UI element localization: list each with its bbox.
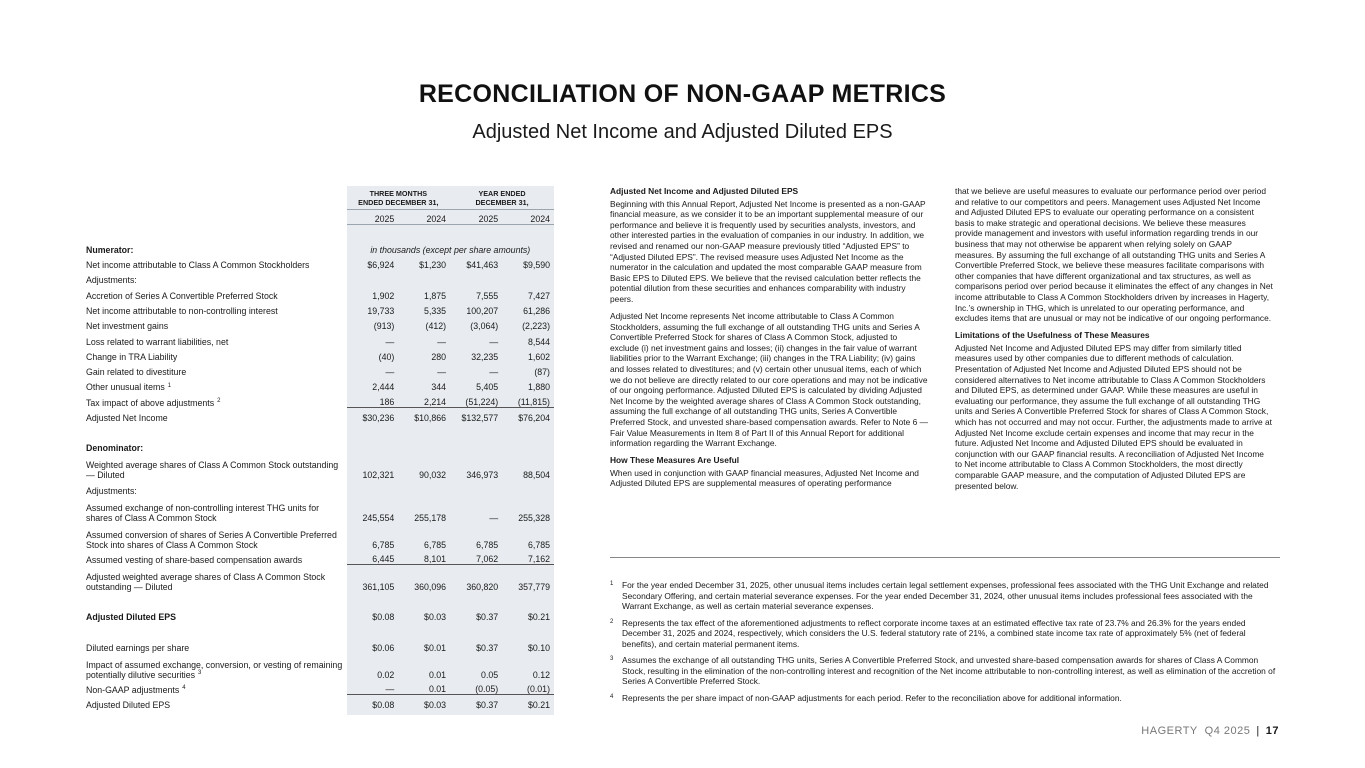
page-number: 17: [1265, 725, 1279, 737]
heading-adjusted-net-income: Adjusted Net Income and Adjusted Diluted EPS: [610, 186, 799, 196]
table-row: [86, 523, 554, 550]
footnote-4: 4 Represents the per share impact of non-GAAP adjustments for each period. Refer to the reconciliation above for additional information.: [610, 692, 1122, 703]
paragraph-usefulness-cont: that we believe are useful measures to evaluate our performance period over period and relative to our competitors and peers. Management uses Adjusted Net Income and Adjusted Diluted EPS to evaluate our operating performance on a consistent basis to make strategic and operational decisions. We believe these measures provide management and investors with useful information regarding trends in our business that may not otherwise be apparent when relying solely on GAAP measures. By assuming the full exchange of all outstanding THG units and Series A Convertible Preferred Stock, we believe these measures facilitate comparisons with other companies that have different organizational and tax structures, as well as comparisons period over period because it eliminates the effect of any changes in Net income attributable to Class A Common Stockholders driven by increases in Hagerty, Inc.’s ownership in THG, which is unrelated to our operating performance, and excludes items that are unusual or may not be indicative of our ongoing performance.: [955, 186, 1273, 324]
row-value: 7,162: [502, 550, 554, 565]
heading-usefulness: How These Measures Are Useful: [610, 455, 740, 466]
table-row: [86, 377, 554, 392]
heading-limitations: Limitations of the Usefulness of These Measures: [955, 330, 1150, 341]
row-value: $132,577: [450, 408, 502, 423]
table-row: [86, 653, 554, 680]
footnote-2: 2 Represents the tax effect of the aforementioned adjustments to reflect corporate income taxes at an estimated effective tax rate of 23.7% and 26.3% for the years ended December 31, 2025 and 2024, respectively, which considers the U.S. federal statutory rate of 21%, a combined state income tax rate of approximately 5% (net of federal benefits), and certain material permanent items.: [610, 617, 1246, 649]
row-label: Assumed conversion of shares of Series A Convertible Preferred Stock into shares of Class A Common Stock: [86, 529, 337, 550]
table-row: [86, 565, 554, 592]
row-value: (3,064): [450, 316, 502, 331]
year-col-3: 2025: [450, 210, 502, 225]
footnote-3: 3 Assumes the exchange of all outstanding THG units, Series A Convertible Preferred Stock, and unvested share-based compensation awards for shares of Class A Common Stock, resulting in the elimination of the non-controlling interest and recognition of the Net income attributable to non-controlling interest, as well as elimination of the accretion of Series A Convertible Preferred Stock.: [610, 655, 1276, 686]
row-label: Adjustments:: [86, 275, 137, 286]
row-value: $0.37: [450, 637, 502, 652]
row-value: [450, 480, 502, 495]
table-row: [86, 637, 554, 652]
table-row: [86, 480, 554, 495]
row-value: $0.03: [398, 695, 450, 710]
row-value: $1,230: [398, 255, 450, 270]
table-row: [86, 270, 554, 285]
table-row: [86, 453, 554, 480]
row-value: 245,554: [347, 496, 399, 523]
row-value: (0.05): [450, 680, 502, 695]
table-row: [86, 408, 554, 423]
row-label: Assumed vesting of share-based compensation awards: [86, 554, 303, 565]
row-value: 8,544: [502, 331, 554, 346]
row-value: 6,785: [502, 523, 554, 550]
row-value: 0.01: [398, 653, 450, 680]
row-label: Gain related to divestiture: [86, 367, 187, 378]
row-label: Adjusted Net Income: [86, 413, 168, 424]
eps-rows: [86, 637, 554, 710]
row-label: Tax impact of above adjustments $^2$: [86, 397, 221, 408]
row-value: 255,178: [398, 496, 450, 523]
row-value: 0.01: [398, 680, 450, 695]
row-value: —: [398, 362, 450, 377]
row-value: 186: [347, 392, 399, 407]
row-value: $9,590: [502, 255, 554, 270]
adjusted-eps-summary-row: Adjusted Diluted EPS $0.08 $0.03 $0.37 $0.21: [86, 607, 554, 622]
row-value: 361,105: [347, 565, 399, 592]
table-row: [86, 680, 554, 695]
paragraph-usefulness-start: When used in conjunction with GAAP financial measures, Adjusted Net Income and Adjusted Diluted EPS are supplemental measures of operating performance: [610, 467, 919, 489]
table-row: [86, 331, 554, 346]
row-label: Other unusual items $^1$: [86, 382, 172, 393]
row-value: 7,062: [450, 550, 502, 565]
table-row: [86, 347, 554, 362]
row-value: 102,321: [347, 453, 399, 480]
row-value: (913): [347, 316, 399, 331]
row-label: Impact of assumed exchange, conversion, or vesting of remaining potentially dilutive securities $^3$: [86, 659, 343, 680]
row-label: Adjusted weighted average shares of Class A Common Stock outstanding — Diluted: [86, 571, 326, 592]
divider: [610, 557, 1280, 558]
table-row: [86, 550, 554, 565]
row-value: $41,463: [450, 255, 502, 270]
row-label: Net income attributable to non-controlling interest: [86, 305, 278, 316]
row-label: Loss related to warrant liabilities, net: [86, 336, 229, 347]
row-value: —: [347, 331, 399, 346]
paragraph-limitations: Adjusted Net Income and Adjusted Diluted EPS may differ from similarly titled measures used by other companies due to different methods of calculation. Presentation of Adjusted Net Income and Adjusted Diluted EPS should not be considered alternatives to Net income attributable to Class A Common Stockholders and Diluted EPS, as determined under GAAP. While these measures are useful in evaluating our performance, they assume the full exchange of all outstanding THG units and Series A Convertible Preferred Stock for shares of Class A Common Stock, which has not occurred and may not occur. Further, the adjustments made to arrive at Adjusted Net Income exclude certain expenses and income that may recur in the future. Adjusted Net Income and Adjusted Diluted EPS should be evaluated in conjunction with our GAAP financial results. A reconciliation of Adjusted Net Income to Net income attributable to Class A Common Stockholders, the most directly comparable GAAP measure, and the computation of Adjusted Diluted EPS are presented below.: [955, 342, 1273, 491]
row-label: Net income attributable to Class A Common Stockholders: [86, 260, 310, 271]
row-value: 61,286: [502, 301, 554, 316]
row-value: $6,924: [347, 255, 399, 270]
row-value: 6,785: [398, 523, 450, 550]
row-value: [398, 480, 450, 495]
reconciliation-table: [86, 186, 554, 715]
row-value: 357,779: [502, 565, 554, 592]
year-col-1: 2025: [347, 210, 399, 225]
row-value: [450, 270, 502, 285]
year-ended-header: YEAR ENDED DECEMBER 31,: [450, 186, 554, 210]
row-value: 2,444: [347, 377, 399, 392]
row-value: $0.21: [502, 695, 554, 710]
paragraph-intro: Beginning with this Annual Report, Adjusted Net Income is presented as a non-GAAP financial measure, as we consider it to be an important supplemental measure of our performance and believe it is frequently used by securities analysts, investors, and other interested parties in the evaluation of companies in our industry. In addition, we revised and renamed our non-GAAP measure previously titled “Adjusted EPS” to “Adjusted Diluted EPS”. The revised measure uses Adjusted Net Income as the numerator in the calculation and updated the most comparable GAAP measure from Basic EPS to Diluted EPS. We believe that the revised calculation better reflects the potential dilution from these securities and enhances comparability with industry peers.: [610, 198, 926, 304]
row-value: 6,445: [347, 550, 399, 565]
row-value: 88,504: [502, 453, 554, 480]
row-value: (11,815): [502, 392, 554, 407]
row-label: Adjustments:: [86, 485, 137, 496]
row-value: 6,785: [347, 523, 399, 550]
row-value: 1,602: [502, 347, 554, 362]
numerator-label: Numerator:: [86, 244, 134, 255]
row-value: $0.08: [347, 695, 399, 710]
row-label: Accretion of Series A Convertible Preferred Stock: [86, 290, 278, 301]
page-footer: HAGERTY Q4 2025 | 17: [1141, 725, 1279, 737]
row-value: —: [347, 362, 399, 377]
table-row: [86, 285, 554, 300]
table-row: [86, 255, 554, 270]
table-row: [86, 392, 554, 407]
numerator-rows: [86, 255, 554, 423]
row-value: 5,335: [398, 301, 450, 316]
row-label: Weighted average shares of Class A Common Stock outstanding — Diluted: [86, 460, 339, 481]
row-value: (87): [502, 362, 554, 377]
row-value: 32,235: [450, 347, 502, 362]
row-value: 8,101: [398, 550, 450, 565]
row-value: —: [347, 680, 399, 695]
row-value: 19,733: [347, 301, 399, 316]
row-value: [502, 270, 554, 285]
row-value: 90,032: [398, 453, 450, 480]
three-months-header: THREE MONTHS ENDED DECEMBER 31,: [347, 186, 451, 210]
row-value: 0.12: [502, 653, 554, 680]
row-value: 0.05: [450, 653, 502, 680]
row-value: [347, 270, 399, 285]
row-value: 2,214: [398, 392, 450, 407]
row-value: $0.37: [450, 695, 502, 710]
row-value: (40): [347, 347, 399, 362]
row-value: —: [398, 331, 450, 346]
commentary-column-1: [610, 186, 928, 496]
year-col-2: 2024: [398, 210, 450, 225]
row-value: 346,973: [450, 453, 502, 480]
denominator-label: Denominator:: [86, 443, 144, 454]
row-value: (51,224): [450, 392, 502, 407]
row-value: 360,820: [450, 565, 502, 592]
row-value: 100,207: [450, 301, 502, 316]
row-value: (412): [398, 316, 450, 331]
row-value: —: [450, 496, 502, 523]
denominator-rows: [86, 453, 554, 592]
row-value: —: [450, 362, 502, 377]
row-value: $0.01: [398, 637, 450, 652]
row-value: 280: [398, 347, 450, 362]
row-label: Assumed exchange of non-controlling interest THG units for shares of Class A Common Stock: [86, 502, 320, 523]
row-value: (0.01): [502, 680, 554, 695]
table-row: [86, 362, 554, 377]
table-row: [86, 695, 554, 710]
table-row: [86, 496, 554, 523]
row-label: Net investment gains: [86, 321, 169, 332]
row-value: 5,405: [450, 377, 502, 392]
footnote-1: 1 For the year ended December 31, 2025, other unusual items includes certain legal settlement expenses, professional fees associated with the THG Unit Exchange and related Secondary Offering, and certain material severance expenses. For the year ended December 31, 2024, other unusual items includes professional fees associated with the Warrant Exchange, as well as certain material severance expenses.: [610, 580, 1269, 611]
row-value: $10,866: [398, 408, 450, 423]
row-value: 0.02: [347, 653, 399, 680]
row-value: —: [450, 331, 502, 346]
row-value: 6,785: [450, 523, 502, 550]
footnotes: [610, 580, 1278, 709]
row-value: $76,204: [502, 408, 554, 423]
row-value: $0.06: [347, 637, 399, 652]
row-value: (2,223): [502, 316, 554, 331]
row-value: $0.10: [502, 637, 554, 652]
row-value: 255,328: [502, 496, 554, 523]
row-value: 7,427: [502, 285, 554, 300]
row-value: 1,902: [347, 285, 399, 300]
page-subtitle: Adjusted Net Income and Adjusted Diluted EPS: [472, 121, 893, 143]
row-value: $30,236: [347, 408, 399, 423]
row-value: [502, 480, 554, 495]
row-value: 344: [398, 377, 450, 392]
paragraph-definition: Adjusted Net Income represents Net income attributable to Class A Common Stockholders, assuming the full exchange of all outstanding THG units and Series A Convertible Preferred Stock for shares of Class A Common Stock, adjusted to exclude (i) net investment gains and losses; (ii) changes in the fair value of warrant liabilities prior to the Warrant Exchange; (iii) changes in the TRA Liability; (iv) gains and losses related to divestitures; and (v) certain other unusual items, each of which we do not believe are directly related to our core operations and may not be indicative of our ongoing performance. Adjusted Diluted EPS is calculated by dividing Adjusted Net Income by the weighted average shares of Class A Common Stock outstanding, assuming the full exchange of all outstanding THG units, Series A Convertible Preferred Stock, and unvested share-based compensation awards. Refer to Note 6 — Fair Value Measurements in Item 8 of Part II of this Annual Report for additional information regarding the Warrant Exchange.: [610, 311, 928, 449]
row-label: Change in TRA Liability: [86, 351, 178, 362]
row-value: 1,875: [398, 285, 450, 300]
row-label: Diluted earnings per share: [86, 642, 190, 653]
page-title: RECONCILIATION OF NON-GAAP METRICS: [418, 80, 947, 108]
table-row: [86, 316, 554, 331]
row-value: [347, 480, 399, 495]
footer-brand: HAGERTY Q4 2025: [1141, 725, 1251, 737]
row-value: 1,880: [502, 377, 554, 392]
row-label: Adjusted Diluted EPS: [86, 700, 171, 711]
year-col-4: 2024: [502, 210, 554, 225]
row-value: [398, 270, 450, 285]
table-row: [86, 301, 554, 316]
row-value: 360,096: [398, 565, 450, 592]
row-label: Non-GAAP adjustments $^4$: [86, 684, 186, 695]
units-note: in thousands (except per share amounts): [347, 240, 554, 255]
commentary-column-2: [955, 186, 1273, 498]
row-value: 7,555: [450, 285, 502, 300]
